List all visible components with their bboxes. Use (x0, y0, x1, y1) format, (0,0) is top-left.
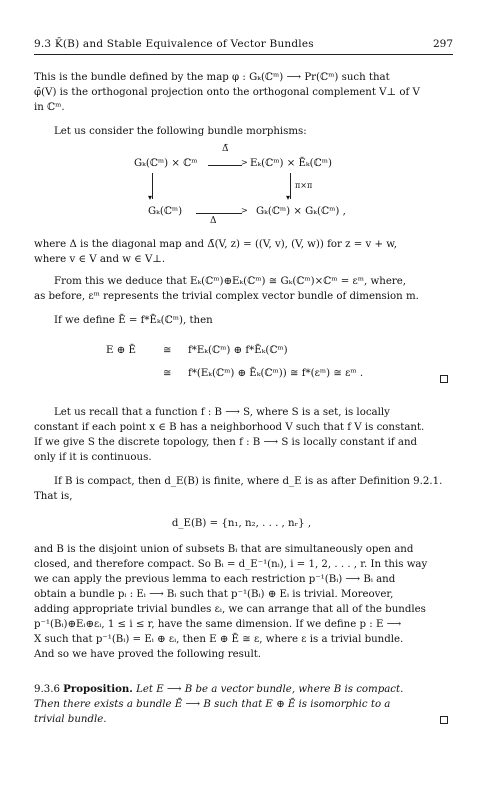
text-line: Let us consider the following bundle morphisms: (54, 126, 307, 137)
text-line: And so we have proved the following result. (34, 649, 262, 660)
text-line: closed, and therefore compact. So Bᵢ = d_E⁻¹(nᵢ), i = 1, 2, . . . , r. In this way (34, 559, 428, 570)
page-number: 297 (432, 38, 453, 50)
diagram-bottom-left: Gₖ(ℂᵐ) (148, 206, 183, 217)
section-title: 9.3 K̄(B) and Stable Equivalence of Vector Bundles (34, 38, 314, 50)
proposition-line (34, 698, 390, 711)
arrow-head-icon: > (241, 158, 248, 167)
proposition-line (34, 683, 403, 696)
arrow-right (290, 173, 291, 199)
proposition-line (34, 713, 107, 726)
proposition-text: Then there exists a bundle Ē ⟶ B such that E ⊕ Ē is isomorphic to a (34, 699, 391, 710)
diagram-right-arrow-label: π×π (295, 181, 313, 190)
text-line: in ℂᵐ. (34, 102, 65, 113)
text-line: where Δ is the diagonal map and Δ̄(V, z) = ((V, v), (V, w)) for z = v + w, (34, 239, 398, 250)
qed-box-icon (440, 716, 448, 724)
text-line: and B is the disjoint union of subsets Bᵢ that are simultaneously open and (34, 544, 414, 555)
arrow-bottom (196, 213, 242, 214)
text-line: adding appropriate trivial bundles εᵢ, we can arrange that all of the bundles (34, 604, 426, 615)
equation-rhs: f*Eₖ(ℂᵐ) ⊕ f*Ēₖ(ℂᵐ) (188, 345, 288, 356)
text-line: where v ∈ V and w ∈ V⊥. (34, 254, 166, 265)
qed-box-icon (440, 375, 448, 383)
diagram-top-left: Gₖ(ℂᵐ) × ℂᵐ (134, 158, 198, 169)
text-line: Let us recall that a function f : B ⟶ S, where S is a set, is locally (54, 407, 390, 418)
display-equation: d_E(B) = {n₁, n₂, . . . , nᵣ} , (171, 518, 312, 529)
equation-lhs: E ⊕ Ē (106, 345, 136, 356)
text-line: If we give S the discrete topology, then f : B ⟶ S is locally constant if and (34, 437, 418, 448)
diagram-top-arrow-label: Δ̄ (222, 144, 229, 154)
text-line: X such that p⁻¹(Bᵢ) = Eᵢ ⊕ εᵢ, then E ⊕ Ē ≅ ε, where ε is a trivial bundle. (34, 634, 404, 645)
diagram-top-right: Eₖ(ℂᵐ) × Ēₖ(ℂᵐ) (250, 158, 332, 169)
text-line: If we define Ē = f*Ēₖ(ℂᵐ), then (54, 315, 213, 326)
diagram-bottom-right: Gₖ(ℂᵐ) × Gₖ(ℂᵐ) , (256, 206, 346, 217)
arrow-head-down-icon: ▾ (148, 193, 153, 202)
proposition-text: Let E ⟶ B be a vector bundle, where B is compact. (136, 684, 404, 695)
text-line: constant if each point x ∈ B has a neighborhood V such that f V is constant. (34, 422, 425, 433)
header-rule (34, 54, 453, 55)
text-line: This is the bundle defined by the map φ : Gₖ(ℂᵐ) ⟶ Pr(ℂᵐ) such that (34, 72, 390, 83)
text-line: only if it is continuous. (34, 452, 152, 463)
text-line: If B is compact, then d_E(B) is finite, where d_E is as after Definition 9.2.1. (54, 476, 443, 487)
equation-relation: ≅ (163, 345, 172, 356)
arrow-head-icon: > (241, 206, 248, 215)
running-header (34, 38, 453, 52)
proposition-title: Proposition. (63, 683, 133, 695)
equation-relation: ≅ (163, 368, 172, 379)
text-line: That is, (34, 491, 73, 502)
text-line: as before, εᵐ represents the trivial complex vector bundle of dimension m. (34, 291, 419, 302)
arrow-top (208, 165, 242, 166)
proposition-number: 9.3.6 (34, 684, 60, 695)
diagram-bottom-arrow-label: Δ (210, 216, 217, 226)
text-line: obtain a bundle pᵢ : Eᵢ ⟶ Bᵢ such that p⁻¹(Bᵢ) ⊕ Eᵢ is trivial. Moreover, (34, 589, 394, 600)
equation-rhs: f*(Eₖ(ℂᵐ) ⊕ Ēₖ(ℂᵐ)) ≅ f*(εᵐ) ≅ εᵐ . (188, 368, 364, 379)
text-line: p⁻¹(Bᵢ)⊕Eᵢ⊕εᵢ, 1 ≤ i ≤ r, have the same dimension. If we define p : E ⟶ (34, 619, 402, 630)
proposition-text: trivial bundle. (34, 714, 107, 725)
arrow-left (152, 173, 153, 199)
text-line: we can apply the previous lemma to each restriction p⁻¹(Bᵢ) ⟶ Bᵢ and (34, 574, 396, 585)
text-line: φ̄(V) is the orthogonal projection onto the orthogonal complement V⊥ of V (34, 87, 420, 98)
text-line: From this we deduce that Eₖ(ℂᵐ)⊕Eₖ(ℂᵐ) ≅ Gₖ(ℂᵐ)×ℂᵐ = εᵐ, where, (54, 276, 406, 287)
arrow-head-down-icon: ▾ (286, 193, 291, 202)
